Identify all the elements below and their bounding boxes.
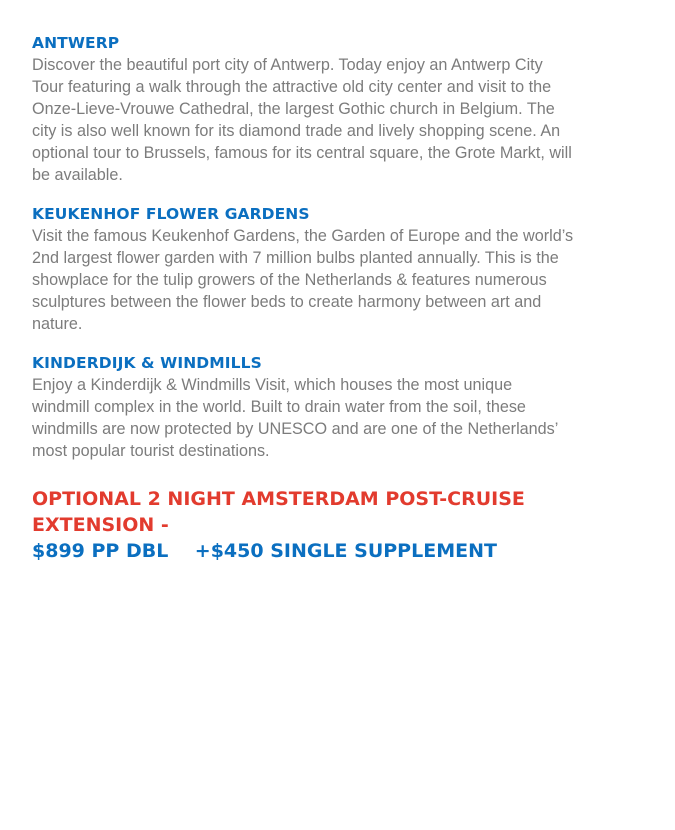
extension-pricing: $899 PP DBL +$450 SINGLE SUPPLEMENT (32, 540, 497, 562)
itinerary-page (32, 34, 644, 564)
section-antwerp (32, 34, 644, 186)
section-body: Discover the beautiful port city of Antwerp. Today enjoy an Antwerp City Tour featuring a walk through the attractive old city center and visit to the Onze-Lieve-Vrouwe Cathedral, the largest Gothic church in Belgium. The city is also well known for its diamond trade and lively shopping scene. An optional tour to Brussels, famous for its central square, the Grote Markt, will be available. (32, 56, 572, 184)
post-cruise-extension (32, 486, 644, 564)
section-heading: ANTWERP (32, 34, 120, 52)
section-kinderdijk (32, 354, 644, 462)
section-heading: KINDERDIJK & WINDMILLS (32, 354, 262, 372)
section-heading: KEUKENHOF FLOWER GARDENS (32, 205, 310, 223)
section-body: Enjoy a Kinderdijk & Windmills Visit, which houses the most unique windmill complex in the world. Built to drain water from the soil, these windmills are now protected by UNESCO and are one of the Netherlands’ most popular tourist destinations. (32, 376, 559, 460)
section-keukenhof (32, 205, 644, 335)
section-body: Visit the famous Keukenhof Gardens, the Garden of Europe and the world’s 2nd largest flower garden with 7 million bulbs planted annually. This is the showplace for the tulip growers of the Netherlands & features numerous sculptures between the flower beds to create harmony between art and nature. (32, 227, 574, 333)
extension-title: OPTIONAL 2 NIGHT AMSTERDAM POST-CRUISE EXTENSION - (32, 488, 525, 536)
